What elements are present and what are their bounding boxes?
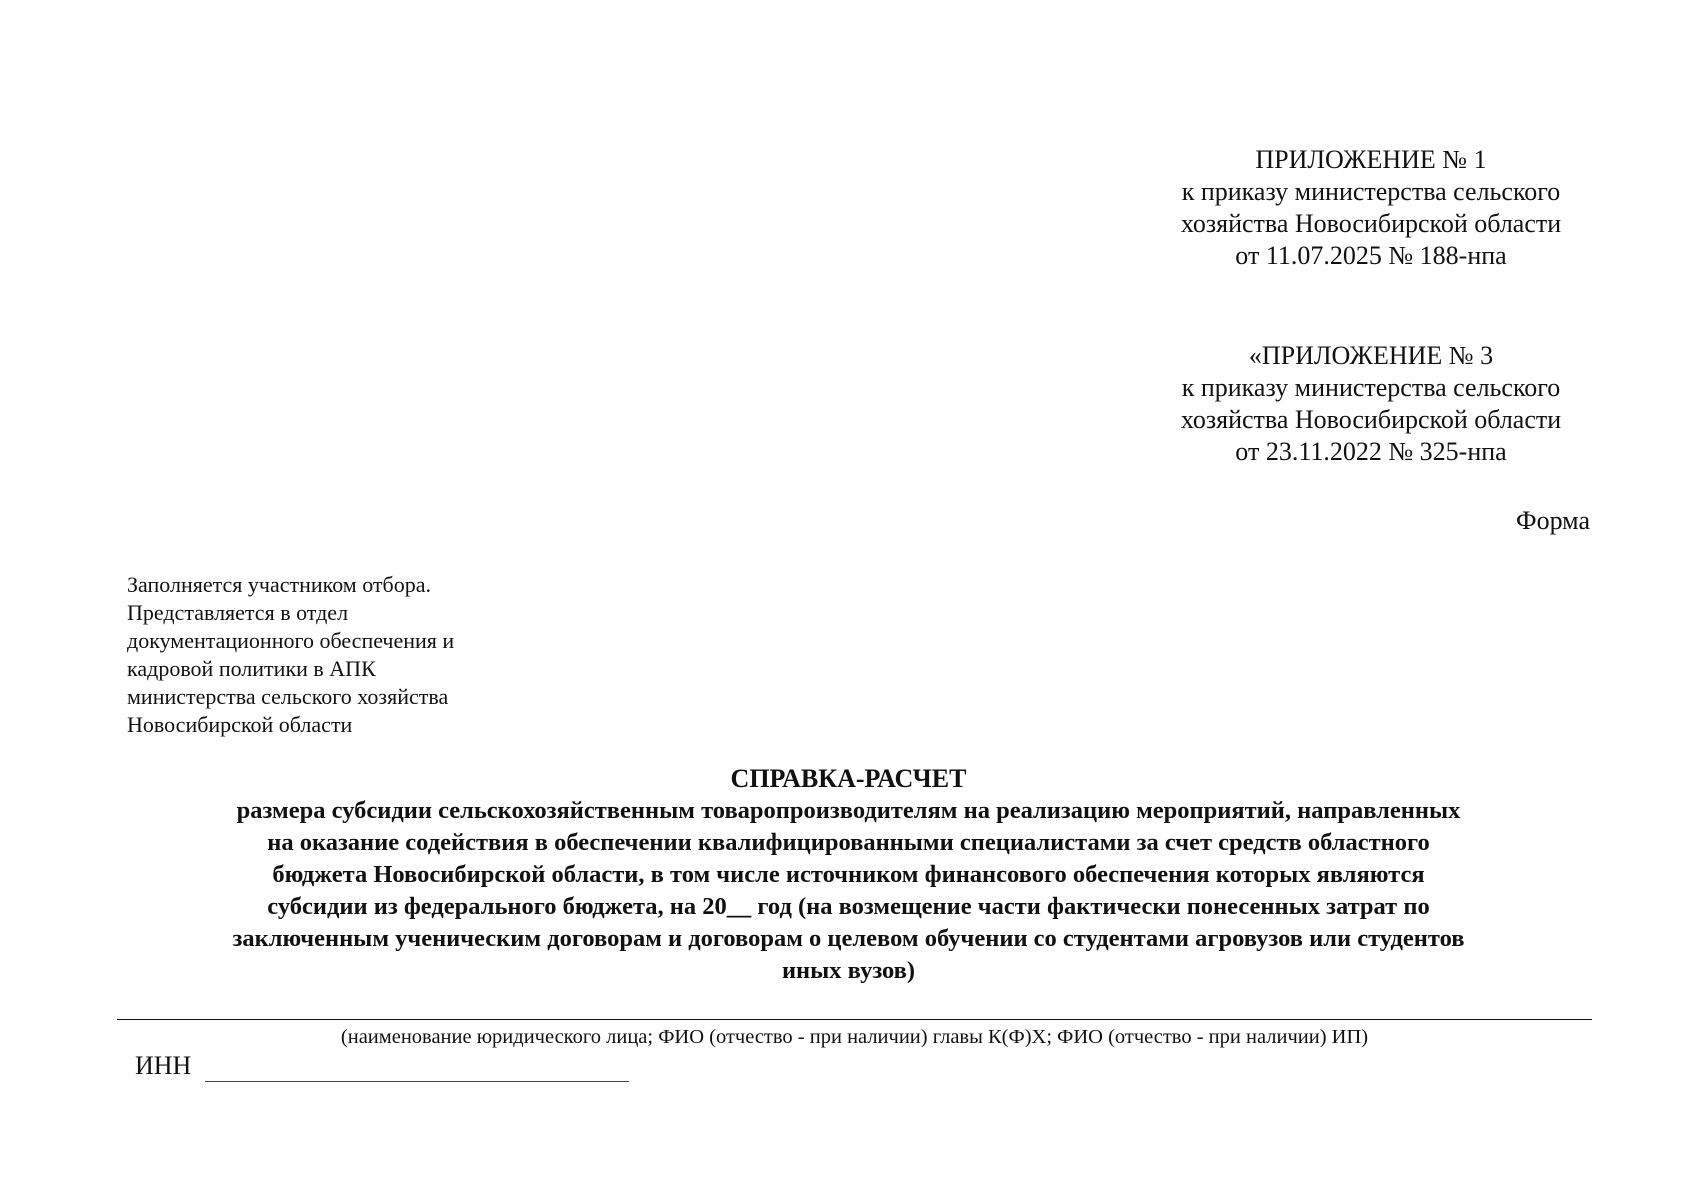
subtitle-line: иных вузов) <box>781 957 916 984</box>
filled-note-line: Представляется в отдел <box>127 600 349 625</box>
subtitle-line: заключенным ученическим договорам и договорам о целевом обучении со студентами агровузов или студентов <box>232 925 1465 952</box>
subtitle-line: на оказание содействия в обеспечении квалифицированными специалистами за счет средств областного <box>267 829 1430 856</box>
document-title: СПРАВКА-РАСЧЕТ <box>730 764 967 793</box>
appendix-1-header <box>1151 144 1591 272</box>
inn-row <box>135 1050 629 1082</box>
inn-label: ИНН <box>135 1051 192 1080</box>
filled-by-note <box>127 571 527 739</box>
filled-note-line: Новосибирской области <box>127 712 353 737</box>
filled-note-line: Заполняется участником отбора. <box>127 572 431 597</box>
appendix-3-line: к приказу министерства сельского <box>1181 373 1561 402</box>
organization-name-caption: (наименование юридического лица; ФИО (отчество - при наличии) главы К(Ф)Х; ФИО (отчество - при наличии) ИП) <box>340 1026 1369 1048</box>
appendix-3-line: хозяйства Новосибирской области <box>1180 405 1562 434</box>
filled-note-line: документационного обеспечения и <box>127 628 455 653</box>
subtitle-line: размера субсидии сельскохозяйственным товаропроизводителям на реализацию мероприятий, направленных <box>236 797 1461 824</box>
appendix-1-line: хозяйства Новосибирской области <box>1180 209 1562 238</box>
appendix-3-header <box>1151 340 1591 468</box>
filled-note-line: кадровой политики в АПК <box>127 656 376 681</box>
appendix-3-title: «ПРИЛОЖЕНИЕ № 3 <box>1248 341 1494 370</box>
filled-note-line: министерства сельского хозяйства <box>127 684 449 709</box>
inn-field[interactable] <box>205 1053 629 1082</box>
appendix-3-date: от 23.11.2022 № 325-нпа <box>1235 437 1507 466</box>
organization-name-field[interactable] <box>117 1019 1592 1020</box>
form-label: Форма <box>1516 506 1590 535</box>
appendix-1-title: ПРИЛОЖЕНИЕ № 1 <box>1255 145 1487 174</box>
subtitle-line: субсидии из федерального бюджета, на 20__ год (на возмещение части фактически понесенных затрат по <box>267 893 1430 920</box>
document-subtitle <box>120 795 1577 987</box>
appendix-1-date: от 11.07.2025 № 188-нпа <box>1235 241 1507 270</box>
appendix-1-line: к приказу министерства сельского <box>1181 177 1561 206</box>
subtitle-line: бюджета Новосибирской области, в том числе источником финансового обеспечения которых являются <box>272 861 1425 888</box>
